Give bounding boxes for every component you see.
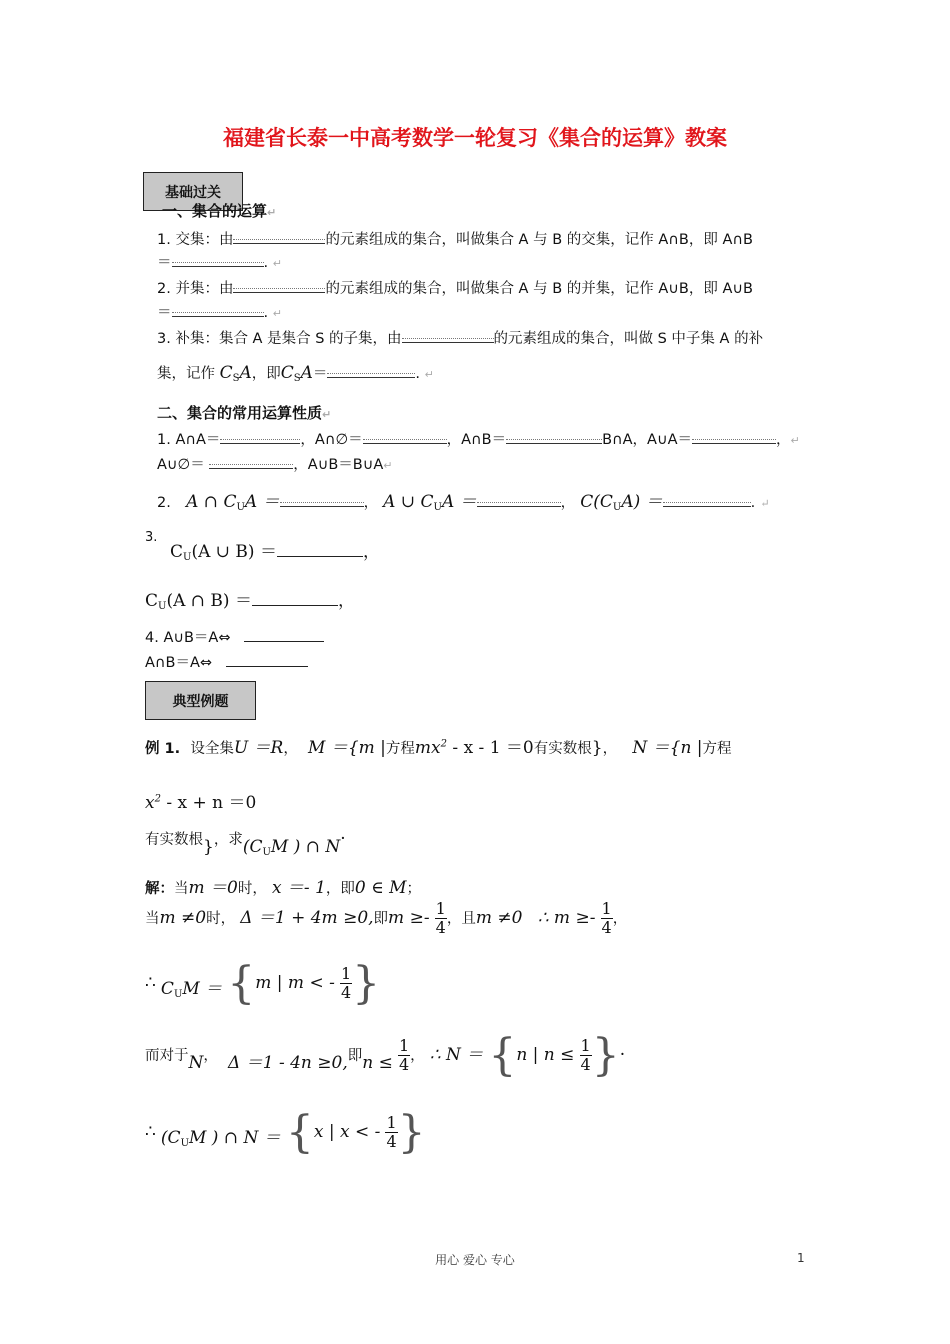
page-title: 福建省长泰一中高考数学一轮复习《集合的运算》教案 bbox=[223, 126, 727, 150]
page-number: 1 bbox=[797, 1251, 805, 1265]
line-intersection-iff: A∩B＝A⇔ bbox=[145, 651, 308, 672]
line-complement: 3. 补集：集合 A 是集合 S 的子集，由 的元素组成的集合，叫做 S 中子集 A 的补 bbox=[157, 331, 764, 347]
solution-line-5: ∴ ($C_UM$ ) ∩ N ＝ {x | x < - $\frac{1}{4}$ } bbox=[145, 1107, 426, 1158]
solution-line-4: 而对于N， Δ ＝1 - 4n ≥0,即n ≤ $\frac{1}{4}$ ， ∴ N ＝ {n | n ≤ $\frac{1}{4}$ }· bbox=[145, 1030, 626, 1081]
line-property-2: 2. A ∩ $C_UA$ ＝ ， A ∪ $C_UA$ ＝ ， $C(C_UA)$ ＝ . ↵ bbox=[157, 492, 770, 513]
line-union-iff: 4. A∪B＝A⇔ bbox=[145, 626, 324, 647]
example-1-line-3: 有实数根}，求($C_UM$ ) ∩ N· bbox=[145, 829, 346, 858]
section-box-basics: 基础过关 bbox=[143, 172, 243, 211]
example-1-line-1: 例 1. 设全集U ＝R， M ＝{m |方程$mx^2 - x - 1 =0$有实数根}， N ＝{n |方程 bbox=[145, 738, 732, 758]
line-intersection-eq: ＝ . ↵ bbox=[157, 255, 282, 271]
heading-set-operations: 一、集合的运算↵ bbox=[162, 202, 277, 220]
line-union: 2. 并集：由 的元素组成的集合，叫做集合 A 与 B 的并集，记作 A∪B，即 A∪B bbox=[157, 281, 753, 297]
line-demorgan-2: $C_U(A$ ∩ B) ＝ ， bbox=[145, 591, 355, 612]
label-3: 3. bbox=[145, 530, 158, 545]
page-footer: 用心 爱心 专心 bbox=[435, 1253, 515, 1267]
line-intersection: 1. 交集：由 的元素组成的集合，叫做集合 A 与 B 的交集，记作 A∩B，即 A∩B bbox=[157, 232, 753, 248]
solution-line-3: ∴ $C_UM = \{m$ | m < - $\frac{1}{4}$ } bbox=[145, 958, 381, 1009]
line-complement-notation: 集，记作 $C_SA$，即$C_SA=$ . ↵ bbox=[157, 363, 434, 384]
line-property-1: 1. A∩A＝ ，A∩∅＝ ，A∩B＝ B∩A，A∪A＝ ，↵ bbox=[157, 432, 800, 448]
section-box-examples: 典型例题 bbox=[145, 681, 256, 720]
line-demorgan-1: $C_U(A$ ∪ B) ＝ ， bbox=[170, 542, 380, 563]
example-1-equation: $x^2 - x + n =0$ bbox=[145, 793, 257, 813]
line-union-eq: ＝ . ↵ bbox=[157, 305, 282, 321]
heading-properties: 二、集合的常用运算性质↵ bbox=[157, 404, 332, 422]
solution-line-1: 解：当m ＝0时， x ＝- 1，即0 ∈ M； bbox=[145, 878, 422, 898]
solution-line-2: 当m ≠0时， Δ ＝1 + 4m ≥0,即m ≥- $\frac{1}{4}$ ，且m ≠0 ∴ m ≥- $\frac{1}{4}$ ， bbox=[145, 899, 628, 937]
line-property-1b: A∪∅＝ ，A∪B＝B∪A↵ bbox=[157, 457, 393, 473]
